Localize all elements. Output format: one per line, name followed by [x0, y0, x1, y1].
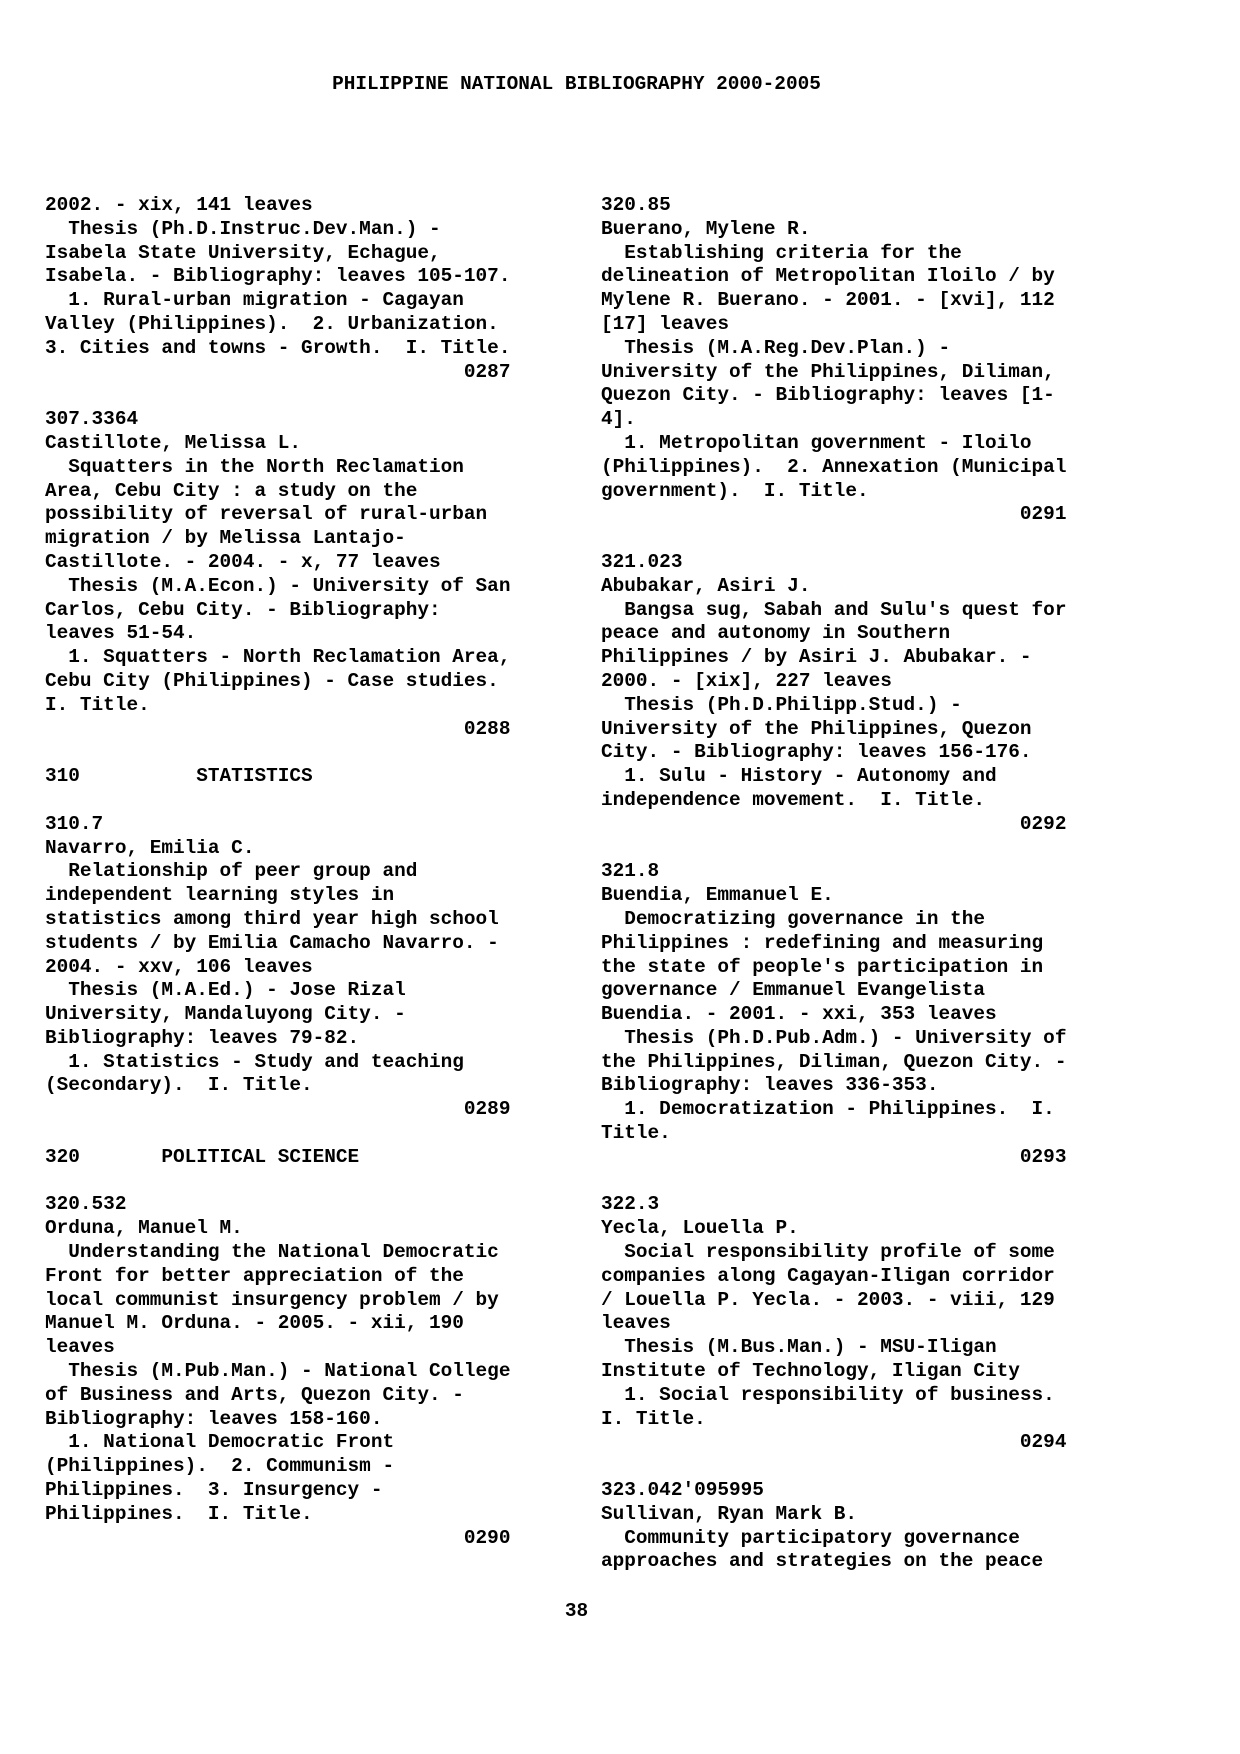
text-line: Castillote, Melissa L.: [45, 431, 301, 454]
text-line: 1. Democratization - Philippines. I.: [601, 1098, 1055, 1121]
text-line: [601, 837, 1121, 861]
text-line: [601, 527, 1121, 551]
text-line: Front for better appreciation of the: [45, 1264, 464, 1287]
text-line: governance / Emmanuel Evangelista: [601, 979, 985, 1002]
text-line: [601, 1455, 1121, 1479]
text-line: 0289: [45, 1098, 511, 1121]
text-line: [601, 1170, 1121, 1194]
text-line: Buendia, Emmanuel E.: [601, 884, 834, 907]
text-line: Valley (Philippines). 2. Urbanization.: [45, 312, 499, 335]
text-line: Thesis (M.Pub.Man.) - National College: [45, 1360, 511, 1383]
text-line: Community participatory governance: [601, 1526, 1020, 1549]
text-line: Carlos, Cebu City. - Bibliography:: [45, 598, 441, 621]
text-line: Manuel M. Orduna. - 2005. - xii, 190: [45, 1312, 464, 1335]
text-line: Philippines / by Asiri J. Abubakar. -: [601, 646, 1032, 669]
text-line: 323.042'095995: [601, 1479, 764, 1502]
text-line: Institute of Technology, Iligan City: [601, 1360, 1020, 1383]
text-line: companies along Cagayan-Iligan corridor: [601, 1264, 1055, 1287]
text-line: University of the Philippines, Quezon: [601, 717, 1032, 740]
text-line: the state of people's participation in: [601, 955, 1044, 978]
text-line: Thesis (Ph.D.Instruc.Dev.Man.) -: [45, 217, 441, 240]
text-line: Squatters in the North Reclamation: [45, 455, 464, 478]
text-line: 3. Cities and towns - Growth. I. Title.: [45, 336, 511, 359]
text-line: Castillote. - 2004. - x, 77 leaves: [45, 550, 441, 573]
text-line: Orduna, Manuel M.: [45, 1217, 243, 1240]
text-line: Isabela. - Bibliography: leaves 105-107.: [45, 265, 511, 288]
text-line: 0291: [601, 503, 1067, 526]
text-line: 307.3364: [45, 408, 139, 431]
text-line: 1. Squatters - North Reclamation Area,: [45, 646, 511, 669]
text-line: possibility of reversal of rural-urban: [45, 503, 488, 526]
text-line: statistics among third year high school: [45, 907, 499, 930]
text-line: leaves 51-54.: [45, 622, 197, 645]
text-line: Isabela State University, Echague,: [45, 241, 441, 264]
text-line: 2002. - xix, 141 leaves: [45, 194, 313, 216]
text-line: independent learning styles in: [45, 884, 395, 907]
text-line: 0288: [45, 717, 511, 740]
text-line: delineation of Metropolitan Iloilo / by: [601, 265, 1055, 288]
text-line: independence movement. I. Title.: [601, 788, 985, 811]
text-line: 1. Social responsibility of business.: [601, 1383, 1055, 1406]
text-line: 2000. - [xix], 227 leaves: [601, 669, 892, 692]
text-line: (Secondary). I. Title.: [45, 1074, 313, 1097]
text-line: Bibliography: leaves 158-160.: [45, 1407, 383, 1430]
text-line: [45, 384, 565, 408]
text-line: students / by Emilia Camacho Navarro. -: [45, 931, 499, 954]
text-line: Yecla, Louella P.: [601, 1217, 799, 1240]
text-line: 1. Sulu - History - Autonomy and: [601, 765, 997, 788]
text-line: City. - Bibliography: leaves 156-176.: [601, 741, 1032, 764]
text-line: Title.: [601, 1122, 671, 1145]
text-line: / Louella P. Yecla. - 2003. - viii, 129: [601, 1288, 1055, 1311]
text-line: Relationship of peer group and: [45, 860, 418, 883]
text-line: Bibliography: leaves 79-82.: [45, 1026, 360, 1049]
text-line: Area, Cebu City : a study on the: [45, 479, 418, 502]
page-number: 38: [564, 1600, 589, 1622]
text-line: peace and autonomy in Southern: [601, 622, 951, 645]
text-line: 2004. - xxv, 106 leaves: [45, 955, 313, 978]
text-line: Philippines : redefining and measuring: [601, 931, 1044, 954]
text-line: local communist insurgency problem / by: [45, 1288, 499, 1311]
text-line: Cebu City (Philippines) - Case studies.: [45, 669, 499, 692]
text-line: 1. National Democratic Front: [45, 1431, 395, 1454]
text-line: 310 STATISTICS: [45, 765, 313, 788]
text-line: Bangsa sug, Sabah and Sulu's quest for: [601, 598, 1067, 621]
text-line: Establishing criteria for the: [601, 241, 962, 264]
text-line: Thesis (Ph.D.Philipp.Stud.) -: [601, 693, 962, 716]
text-line: of Business and Arts, Quezon City. -: [45, 1383, 464, 1406]
text-line: Thesis (M.A.Econ.) - University of San: [45, 574, 511, 597]
text-line: leaves: [601, 1312, 671, 1335]
text-line: Thesis (Ph.D.Pub.Adm.) - University of: [601, 1026, 1067, 1049]
text-line: 4].: [601, 408, 636, 431]
text-line: 1. Rural-urban migration - Cagayan: [45, 289, 464, 312]
text-line: Mylene R. Buerano. - 2001. - [xvi], 112: [601, 289, 1055, 312]
text-line: Abubakar, Asiri J.: [601, 574, 811, 597]
left-column: [45, 194, 565, 1550]
text-line: Navarro, Emilia C.: [45, 836, 255, 859]
text-line: Thesis (M.Bus.Man.) - MSU-Iligan: [601, 1336, 997, 1359]
text-line: 321.8: [601, 860, 660, 883]
text-line: Democratizing governance in the: [601, 907, 985, 930]
text-line: I. Title.: [601, 1407, 706, 1430]
text-line: Philippines. 3. Insurgency -: [45, 1479, 383, 1502]
text-line: 1. Metropolitan government - Iloilo: [601, 431, 1032, 454]
text-line: 320 POLITICAL SCIENCE: [45, 1145, 360, 1168]
text-line: (Philippines). 2. Communism -: [45, 1455, 395, 1478]
text-line: government). I. Title.: [601, 479, 869, 502]
text-line: 321.023: [601, 550, 683, 573]
text-line: Bibliography: leaves 336-353.: [601, 1074, 939, 1097]
text-line: [45, 1122, 565, 1146]
text-line: (Philippines). 2. Annexation (Municipal: [601, 455, 1067, 478]
text-line: [45, 741, 565, 765]
text-line: I. Title.: [45, 693, 150, 716]
text-line: Quezon City. - Bibliography: leaves [1-: [601, 384, 1055, 407]
text-line: Thesis (M.A.Reg.Dev.Plan.) -: [601, 336, 951, 359]
text-line: 0294: [601, 1431, 1067, 1454]
text-line: Understanding the National Democratic: [45, 1241, 499, 1264]
text-line: [45, 789, 565, 813]
page-header: PHILIPPINE NATIONAL BIBLIOGRAPHY 2000-2005: [332, 73, 821, 95]
text-line: approaches and strategies on the peace: [601, 1550, 1044, 1573]
text-line: Buendia. - 2001. - xxi, 353 leaves: [601, 1003, 997, 1026]
text-line: [17] leaves: [601, 312, 729, 335]
text-line: 322.3: [601, 1193, 660, 1216]
text-line: Thesis (M.A.Ed.) - Jose Rizal: [45, 979, 406, 1002]
text-line: 0293: [601, 1145, 1067, 1168]
text-line: 0287: [45, 360, 511, 383]
text-line: migration / by Melissa Lantajo-: [45, 527, 406, 550]
right-column: [601, 194, 1121, 1574]
text-line: 1. Statistics - Study and teaching: [45, 1050, 464, 1073]
text-line: 0290: [45, 1526, 511, 1549]
text-line: [45, 1170, 565, 1194]
text-line: 320.85: [601, 194, 671, 216]
text-line: Sullivan, Ryan Mark B.: [601, 1502, 857, 1525]
text-line: Social responsibility profile of some: [601, 1241, 1055, 1264]
text-line: Buerano, Mylene R.: [601, 217, 811, 240]
text-line: the Philippines, Diliman, Quezon City. -: [601, 1050, 1067, 1073]
text-line: University, Mandaluyong City. -: [45, 1003, 406, 1026]
text-line: leaves: [45, 1336, 115, 1359]
text-line: 320.532: [45, 1193, 127, 1216]
text-line: Philippines. I. Title.: [45, 1502, 313, 1525]
text-line: 0292: [601, 812, 1067, 835]
text-line: University of the Philippines, Diliman,: [601, 360, 1055, 383]
text-line: 310.7: [45, 812, 104, 835]
